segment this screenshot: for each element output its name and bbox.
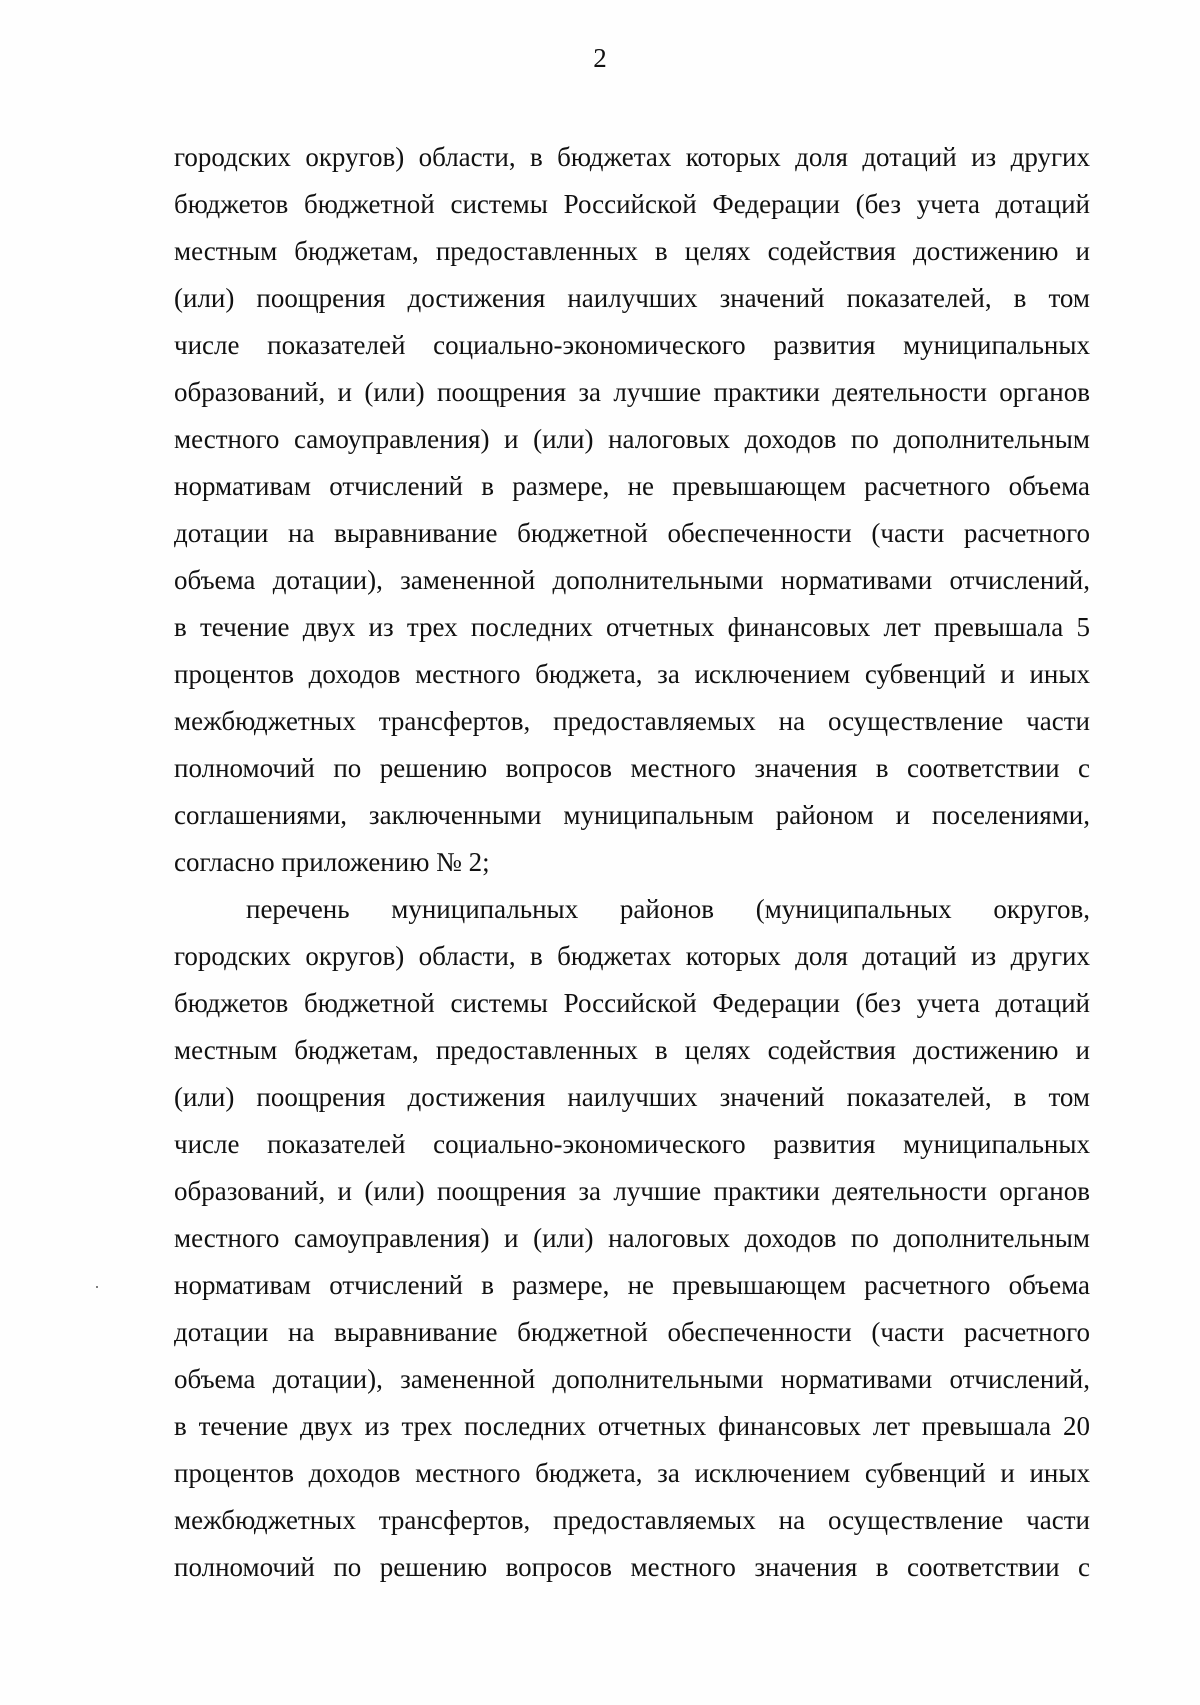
text-line: нормативам отчислений в размере, не превышающем расчетного объема bbox=[174, 1270, 1090, 1300]
text-line: нормативам отчислений в размере, не превышающем расчетного объема bbox=[174, 471, 1090, 501]
text-line: местного самоуправления) и (или) налоговых доходов по дополнительным bbox=[174, 424, 1090, 454]
text-line: перечень муниципальных районов (муниципальных округов, bbox=[246, 894, 1090, 924]
text-line: местного самоуправления) и (или) налоговых доходов по дополнительным bbox=[174, 1223, 1090, 1253]
text-line: числе показателей социально-экономического развития муниципальных bbox=[174, 1129, 1090, 1159]
scan-speck bbox=[96, 1286, 98, 1288]
text-line: согласно приложению № 2; bbox=[174, 847, 490, 877]
paragraph-continuation bbox=[174, 134, 1090, 886]
text-line: объема дотации), замененной дополнительными нормативами отчислений, bbox=[174, 565, 1090, 595]
text-line: городских округов) области, в бюджетах которых доля дотаций из других bbox=[174, 941, 1090, 971]
text-line: местным бюджетам, предоставленных в целях содействия достижению и bbox=[174, 236, 1090, 266]
document-body bbox=[174, 134, 1090, 1591]
text-line: образований, и (или) поощрения за лучшие практики деятельности органов bbox=[174, 377, 1090, 407]
text-line: полномочий по решению вопросов местного значения в соответствии с bbox=[174, 753, 1090, 783]
text-line: объема дотации), замененной дополнительными нормативами отчислений, bbox=[174, 1364, 1090, 1394]
text-line: межбюджетных трансфертов, предоставляемых на осуществление части bbox=[174, 1505, 1090, 1535]
text-line: процентов доходов местного бюджета, за исключением субвенций и иных bbox=[174, 1458, 1090, 1488]
text-line: городских округов) области, в бюджетах которых доля дотаций из других bbox=[174, 142, 1090, 172]
text-line: местным бюджетам, предоставленных в целях содействия достижению и bbox=[174, 1035, 1090, 1065]
text-line: (или) поощрения достижения наилучших значений показателей, в том bbox=[174, 1082, 1090, 1112]
paragraph-list-item bbox=[174, 886, 1090, 1591]
text-line: в течение двух из трех последних отчетных финансовых лет превышала 5 bbox=[174, 612, 1090, 642]
text-line: (или) поощрения достижения наилучших значений показателей, в том bbox=[174, 283, 1090, 313]
text-line: образований, и (или) поощрения за лучшие практики деятельности органов bbox=[174, 1176, 1090, 1206]
text-line: бюджетов бюджетной системы Российской Федерации (без учета дотаций bbox=[174, 189, 1090, 219]
text-line: соглашениями, заключенными муниципальным районом и поселениями, bbox=[174, 800, 1090, 830]
text-line: дотации на выравнивание бюджетной обеспеченности (части расчетного bbox=[174, 518, 1090, 548]
text-line: бюджетов бюджетной системы Российской Федерации (без учета дотаций bbox=[174, 988, 1090, 1018]
text-line: процентов доходов местного бюджета, за исключением субвенций и иных bbox=[174, 659, 1090, 689]
page-number: 2 bbox=[593, 43, 607, 73]
text-line: в течение двух из трех последних отчетных финансовых лет превышала 20 bbox=[174, 1411, 1090, 1441]
text-line: полномочий по решению вопросов местного значения в соответствии с bbox=[174, 1552, 1090, 1582]
text-line: числе показателей социально-экономического развития муниципальных bbox=[174, 330, 1090, 360]
text-line: дотации на выравнивание бюджетной обеспеченности (части расчетного bbox=[174, 1317, 1090, 1347]
text-line: межбюджетных трансфертов, предоставляемых на осуществление части bbox=[174, 706, 1090, 736]
